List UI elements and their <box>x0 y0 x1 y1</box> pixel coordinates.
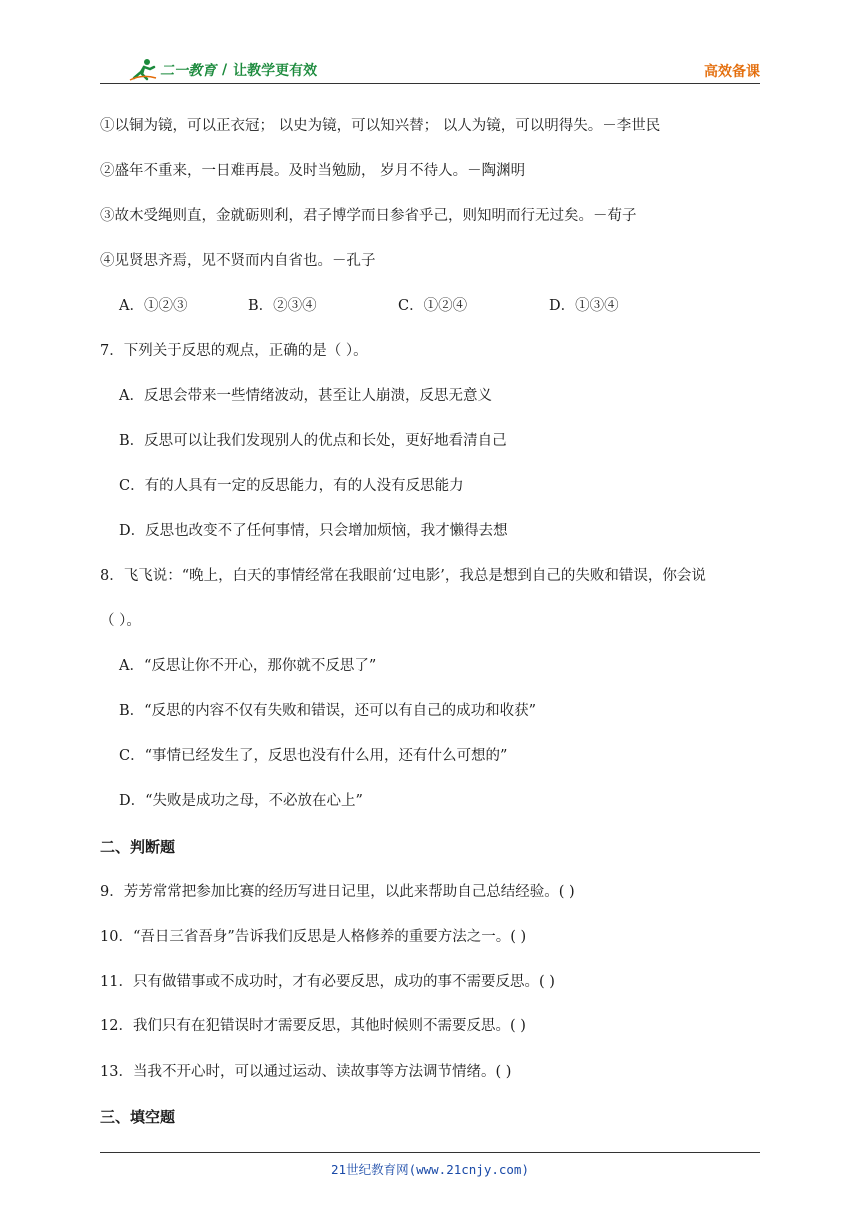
running-person-icon <box>128 58 158 82</box>
header-divider <box>100 83 760 84</box>
quote-2: ②盛年不重来，一日难再晨。及时当勉励， 岁月不待人。－陶渊明 <box>100 163 526 179</box>
quote-3: ③故木受绳则直，金就砺则利，君子博学而日参省乎己，则知明而行无过矣。－荀子 <box>100 208 637 224</box>
q7-option-b[interactable]: B．反思可以让我们发现别人的优点和长处，更好地看清自己 <box>119 433 507 449</box>
q8-option-b[interactable]: B．“反思的内容不仅有失败和错误，还可以有自己的成功和收获” <box>119 703 536 719</box>
q6-option-c[interactable]: C．①②④ <box>398 298 468 314</box>
judgment-item-9: 9．芳芳常常把参加比赛的经历写进日记里，以此来帮助自己总结经验。( ) <box>100 884 575 900</box>
judgment-item-11: 11．只有做错事或不成功时，才有必要反思，成功的事不需要反思。( ) <box>100 974 555 990</box>
judgment-item-13: 13．当我不开心时，可以通过运动、读故事等方法调节情绪。( ) <box>100 1064 512 1080</box>
brand-name: 二一教育 <box>160 63 216 79</box>
q7-option-c[interactable]: C．有的人具有一定的反思能力，有的人没有反思能力 <box>119 478 464 494</box>
q7-option-d[interactable]: D．反思也改变不了任何事情，只会增加烦恼，我才懒得去想 <box>119 523 508 539</box>
q6-option-d[interactable]: D．①③④ <box>549 298 619 314</box>
brand-slogan: 让教学更有效 <box>233 63 318 79</box>
header-label: 高效备课 <box>704 64 760 80</box>
q7-stem: 7．下列关于反思的观点，正确的是（ ）。 <box>100 343 368 359</box>
page-header <box>100 58 760 82</box>
brand-logo <box>128 58 317 82</box>
section-2-title: 二、判断题 <box>100 838 176 856</box>
q6-options <box>0 296 860 316</box>
q8-stem-line1: 8．飞飞说：“晚上，白天的事情经常在我眼前‘过电影’，我总是想到自己的失败和错误，你会说 <box>100 568 706 584</box>
q7-option-a[interactable]: A．反思会带来一些情绪波动，甚至让人崩溃，反思无意义 <box>119 388 492 404</box>
q8-option-d[interactable]: D．“失败是成功之母，不必放在心上” <box>119 793 363 809</box>
q6-option-a[interactable]: A．①②③ <box>119 298 188 314</box>
q8-option-a[interactable]: A．“反思让你不开心，那你就不反思了” <box>119 658 377 674</box>
judgment-item-10: 10．“吾日三省吾身”告诉我们反思是人格修养的重要方法之一。( ) <box>100 929 527 945</box>
section-3-title: 三、填空题 <box>100 1108 176 1126</box>
q8-option-c[interactable]: C．“事情已经发生了，反思也没有什么用，还有什么可想的” <box>119 748 508 764</box>
judgment-item-12: 12．我们只有在犯错误时才需要反思，其他时候则不需要反思。( ) <box>100 1018 526 1034</box>
footer-divider <box>100 1152 760 1153</box>
quote-1: ①以铜为镜，可以正衣冠； 以史为镜，可以知兴替； 以人为镜，可以明得失。－李世民 <box>100 118 661 134</box>
q8-stem-line2: （ ）。 <box>100 613 141 629</box>
q6-option-b[interactable]: B．②③④ <box>248 298 317 314</box>
brand-separator: / <box>222 62 228 78</box>
quote-4: ④见贤思齐焉，见不贤而内自省也。－孔子 <box>100 253 376 269</box>
footer-text: 21世纪教育网(www.21cnjy.com) <box>331 1162 529 1177</box>
